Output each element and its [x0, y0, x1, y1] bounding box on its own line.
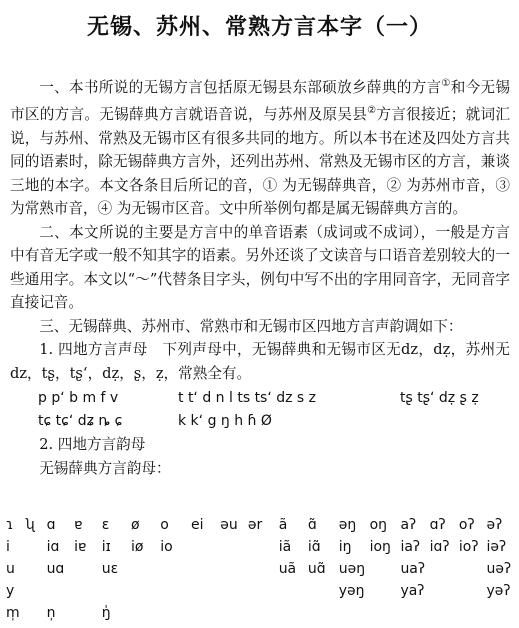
final-cell — [160, 558, 191, 580]
final-cell: əʔ — [486, 517, 503, 533]
final-cell — [47, 580, 75, 602]
consonant-group: p pʻ b m f v — [38, 390, 119, 407]
final-cell — [430, 580, 459, 602]
finals-row — [6, 602, 514, 624]
final-cell: iŋ — [338, 539, 352, 555]
final-cell: uaʔ — [400, 561, 426, 577]
final-cell — [102, 580, 131, 602]
final-cell: iɪ — [101, 539, 111, 555]
paragraph-1 — [10, 72, 510, 221]
final-cell — [248, 602, 279, 624]
consonant-group: k kʻ g ŋ h ɦ Ø — [178, 413, 272, 430]
consonant-group: t tʻ d n l ts tsʻ dz s z — [178, 390, 317, 407]
finals-table — [6, 514, 514, 624]
final-cell — [370, 602, 401, 624]
footnote-marker-2: ② — [367, 105, 377, 117]
final-cell — [459, 558, 487, 580]
final-cell: i — [6, 539, 10, 555]
final-cell — [74, 602, 102, 624]
final-cell — [308, 580, 339, 602]
final-cell: ŋ̍ — [101, 605, 111, 621]
final-cell: aʔ — [400, 517, 417, 533]
final-cell: o — [160, 517, 169, 533]
final-cell: n̩ — [46, 605, 56, 621]
final-cell — [279, 580, 308, 602]
final-cell — [191, 558, 220, 580]
final-cell: iɑʔ — [429, 539, 450, 555]
final-cell: ɐ — [74, 517, 83, 533]
final-cell — [160, 580, 191, 602]
final-cell: ioŋ — [369, 539, 391, 555]
finals-row — [6, 580, 514, 602]
consonant-group: tʂ tʂʻ dẓ ʂ ẓ — [400, 390, 479, 407]
final-cell: əŋ — [338, 517, 357, 533]
final-cell — [459, 602, 487, 624]
final-cell — [220, 558, 248, 580]
final-cell: iã — [278, 539, 292, 555]
final-cell — [248, 536, 279, 558]
final-cell — [25, 602, 46, 624]
paragraph-1-text-c: 方言很接近；就词汇说，与苏州、常熟及无锡市区有很多共同的地方。所以本书在述及四处方言共同的语素时，除无锡薛典方言外，还列出苏州、常熟及无锡市区的方言，兼谈三地的本字。本文各条目后所记的音，① 为无锡薛典音，② 为苏州市音，③ 为常熟市音，④ 为无锡市区音。文中所举例句都是属无锡薛典方言的。 — [10, 106, 510, 218]
final-cell — [191, 580, 220, 602]
paragraph-3: 三、无锡薛典、苏州市、常熟市和无锡市区四地方言声韵调如下： — [39, 317, 463, 335]
final-cell: m̩ — [6, 605, 20, 621]
final-cell — [220, 602, 248, 624]
final-cell: ei — [191, 517, 204, 533]
final-cell: iɐ — [74, 539, 87, 555]
final-cell — [191, 536, 220, 558]
paragraph-2: 二、本文所说的主要是方言中的单音语素（成词或不成词），一般是方言中有音无字或一般不知其字的语素。另外还谈了文读音与口语音差别较大的一些通用字。本文以“～”代替条目字头，例句中写不出的字用同音字，无同音字直接记音。 — [10, 223, 510, 312]
final-cell: iɑ — [46, 539, 60, 555]
final-cell: ɛ — [101, 517, 110, 533]
final-cell: ø — [130, 517, 140, 533]
final-cell — [279, 602, 308, 624]
final-cell: uəŋ — [338, 561, 366, 577]
final-cell: uɛ — [101, 561, 119, 577]
final-cell: ʯ — [25, 517, 35, 533]
consonant-table — [10, 387, 510, 433]
final-cell — [220, 536, 248, 558]
consonant-group: tɕ tɕʻ dʑ ȵ ɕ — [38, 413, 123, 430]
final-cell — [459, 580, 487, 602]
paragraph-4: 1. 四地方言声母 下列声母中，无锡薛典和无锡市区无dz，dẓ，苏州无dz，tʂ，tʂʻ，dẓ，ʂ，ẓ，常熟全有。 — [10, 341, 510, 382]
paragraph-5: 2. 四地方言韵母 — [39, 436, 146, 454]
document-body — [10, 72, 510, 480]
final-cell: uɑ — [46, 561, 65, 577]
final-cell: uã — [278, 561, 297, 577]
final-cell: ɑ — [46, 517, 56, 533]
final-cell: u — [6, 561, 15, 577]
final-cell — [308, 602, 339, 624]
final-cell — [131, 580, 160, 602]
finals-row — [6, 536, 514, 558]
final-cell: iaʔ — [400, 539, 421, 555]
final-cell: əu — [220, 517, 238, 533]
final-cell — [248, 558, 279, 580]
final-cell: iø — [130, 539, 144, 555]
final-cell — [370, 558, 401, 580]
final-cell — [400, 602, 429, 624]
consonant-group — [400, 410, 510, 433]
final-cell: uɑ̃ — [307, 561, 326, 577]
final-cell: iɑ̃ — [307, 539, 321, 555]
paragraph-1-text-b: 和今无锡市区的方言。无锡薛典方言就语音说，与苏州及原吴县 — [10, 78, 510, 124]
final-cell — [430, 558, 459, 580]
final-cell: oʔ — [458, 517, 475, 533]
footnote-marker-1: ① — [441, 78, 451, 89]
finals-row — [6, 514, 514, 536]
final-cell — [74, 580, 102, 602]
final-cell: ər — [247, 517, 263, 533]
page-title: 无锡、苏州、常熟方言本字（一） — [86, 14, 432, 40]
finals-row — [6, 558, 514, 580]
final-cell — [25, 558, 46, 580]
final-cell — [486, 602, 514, 624]
final-cell: yəʔ — [486, 583, 511, 599]
final-cell: yəŋ — [338, 583, 365, 599]
final-cell — [25, 536, 46, 558]
final-cell: y — [6, 583, 15, 599]
final-cell — [131, 558, 160, 580]
final-cell: oŋ — [369, 517, 388, 533]
final-cell — [191, 602, 220, 624]
final-cell — [248, 580, 279, 602]
final-cell — [160, 602, 191, 624]
final-cell: io — [160, 539, 173, 555]
final-cell — [74, 558, 102, 580]
final-cell — [430, 602, 459, 624]
paragraph-1-text-a: 一、本书所说的无锡方言包括原无锡县东部硕放乡薛典的方言 — [39, 78, 442, 96]
paragraph-6: 无锡薛典方言韵母： — [39, 459, 171, 477]
final-cell — [370, 580, 401, 602]
final-cell: ã — [278, 517, 288, 533]
final-cell: ɑʔ — [429, 517, 446, 533]
consonant-row — [10, 410, 510, 433]
final-cell — [220, 580, 248, 602]
final-cell: ɑ̃ — [307, 517, 317, 533]
final-cell — [131, 602, 160, 624]
final-cell: iəʔ — [486, 539, 507, 555]
final-cell: yaʔ — [400, 583, 425, 599]
final-cell: ɿ — [6, 517, 14, 533]
consonant-row — [10, 387, 510, 410]
final-cell: ioʔ — [458, 539, 479, 555]
final-cell — [339, 602, 370, 624]
final-cell: uəʔ — [486, 561, 512, 577]
final-cell — [25, 580, 46, 602]
